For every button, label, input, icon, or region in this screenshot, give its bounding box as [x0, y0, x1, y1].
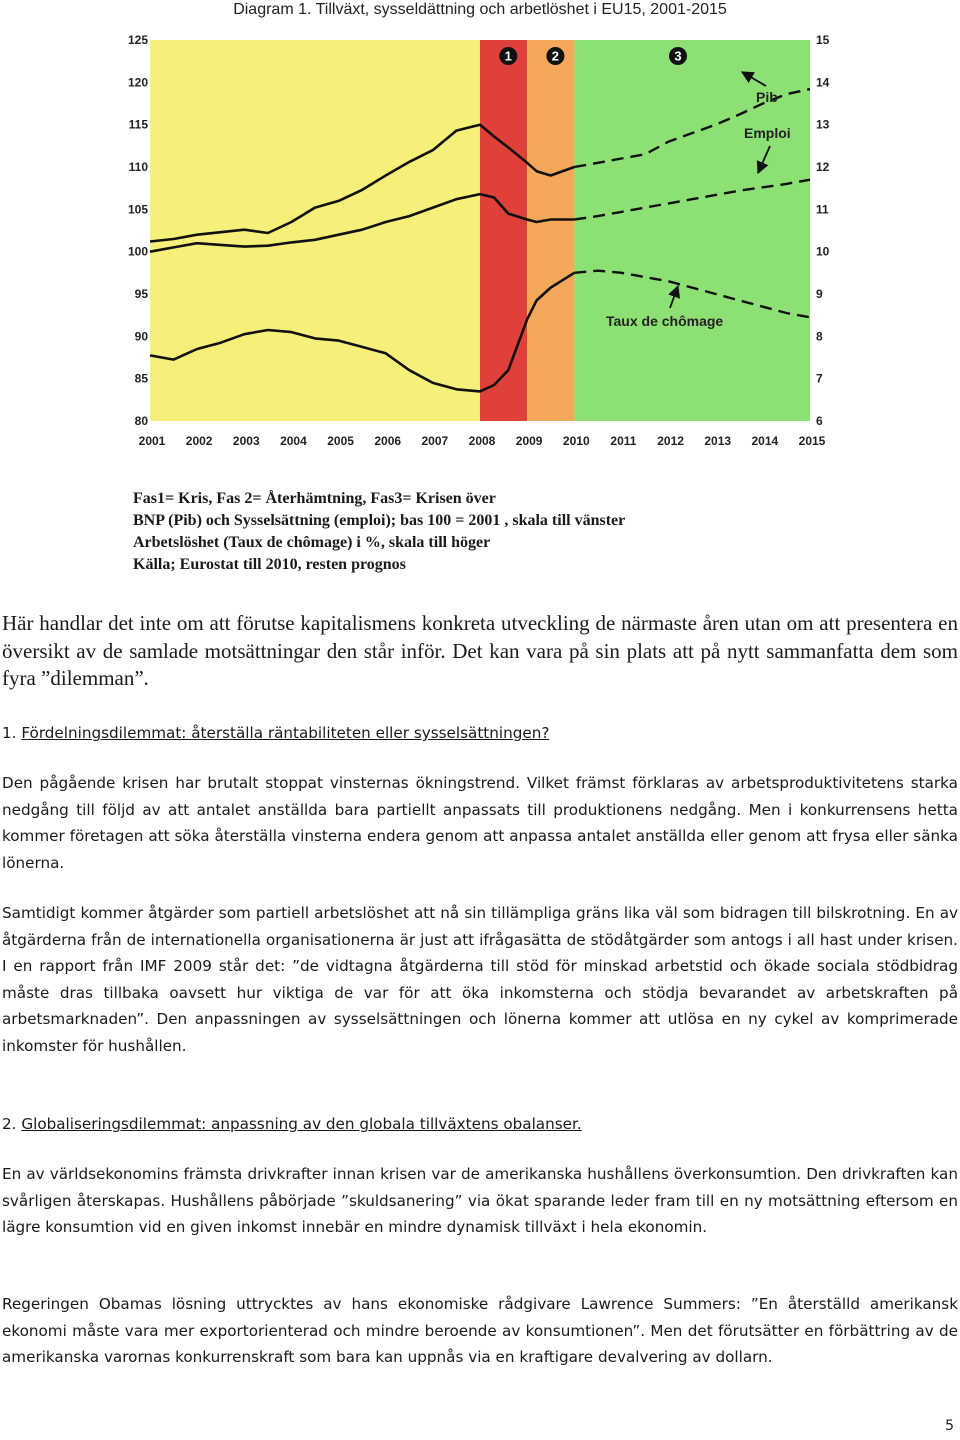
- y-left-tick: 95: [134, 287, 148, 301]
- x-tick: 2003: [232, 434, 260, 448]
- phase-band-1: [480, 40, 527, 421]
- section-1-paragraph-1: Den pågående krisen har brutalt stoppat vinsternas ökningstrend. Vilket främst förklaras av arbetsproduktivitetens starka nedgång till följd av att antalet anställda bara partiellt anpassats till produktionens nedgång. Men i konkurrensens hetta kommer företagen att söka återställa vinsterna endera genom att anpassa antalet anställda eller genom att frysa eller sänka lönerna.: [2, 774, 958, 872]
- phase-badge-2: [546, 47, 564, 65]
- x-tick: 2013: [704, 434, 732, 448]
- chart-note-unemployment: Arbetslöshet (Taux de chômage) i %, skala till höger: [133, 534, 491, 551]
- y-left-tick: 120: [127, 75, 148, 90]
- figure-caption: Diagram 1. Tillväxt, sysseldättning och arbetlöshet i EU15, 2001-2015: [233, 1, 727, 18]
- x-tick: 2012: [657, 434, 684, 448]
- section-2-paragraph-2: Regeringen Obamas lösning uttrycktes av hans ekonomiske rådgivare Lawrence Summers: ”En återställd amerikansk ekonomi måste vara mer exportorienterad och mindre beroende av konsumtionen”. Men det förutsätter en förbättring av de amerikanska varornas konkurrenskraft som bara kan uppnås via en kraftigare devalvering av dollarn.: [2, 1295, 958, 1367]
- y-right-tick: 12: [816, 160, 830, 174]
- x-tick: 2007: [421, 434, 449, 448]
- annotation-chomage-label: Taux de chômage: [606, 313, 724, 329]
- x-tick: 2005: [327, 434, 354, 448]
- chart-note-source: Källa; Eurostat till 2010, resten prognos: [133, 556, 406, 573]
- section-1-number: 1.: [2, 724, 17, 742]
- phase-badge-3: [669, 47, 687, 65]
- x-tick: 2010: [562, 434, 590, 448]
- x-tick: 2014: [751, 434, 779, 448]
- section-1-heading: [2, 722, 958, 744]
- y-right-tick: 6: [816, 414, 823, 428]
- phase-badge-label: 1: [504, 48, 512, 64]
- x-tick: 2002: [185, 434, 213, 448]
- x-tick: 2004: [280, 434, 307, 448]
- chart-note-bnp: BNP (Pib) och Sysselsättning (emploi); bas 100 = 2001 , skala till vänster: [133, 512, 626, 529]
- section-1-paragraph-2: Samtidigt kommer åtgärder som partiell arbetslöshet att nå sin tillämpliga gräns lika väl som bidragen till bilskrotning. En av åtgärderna från de internationella organisationerna är just att ifrågasätta de stödåtgärder som antogs i all hast under krisen. I en rapport från IMF 2009 står det: ”de vidtagna åtgärderna till stöd för minskad arbetstid och ökade sociala stödbidrag måste dras tillbaka oavsett hur viktiga de var för att öka inkomsterna och stödja bevarandet av arbetskraften på arbetsmarknaden”. Den anpassningen av sysselsättningen och lönerna kommer att utlösa en ny cykel av komprimerade inkomster för hushållen.: [2, 904, 958, 1055]
- phase-badge-label: 3: [674, 48, 682, 64]
- y-right-tick: 13: [816, 117, 830, 132]
- x-tick: 2008: [468, 434, 496, 448]
- page-number: 5: [945, 1418, 954, 1434]
- y-left-tick: 100: [127, 244, 148, 259]
- y-right-tick: 7: [816, 371, 823, 386]
- x-tick: 2006: [374, 434, 402, 448]
- y-right-tick: 11: [816, 202, 829, 217]
- y-left-tick: 125: [127, 33, 148, 47]
- x-tick: 2009: [515, 434, 543, 448]
- annotation-pib-label: Pib: [756, 89, 778, 105]
- y-left-tick: 85: [134, 371, 148, 386]
- y-left-tick: 110: [128, 160, 148, 174]
- x-tick: 2015: [798, 434, 826, 448]
- y-left-tick: 105: [127, 202, 148, 217]
- phase-band-2: [527, 40, 574, 421]
- chart-svg: [127, 28, 845, 488]
- y-right-tick: 10: [816, 244, 830, 259]
- y-right-tick: 15: [816, 33, 830, 47]
- section-2-title: Globaliseringsdilemmat: anpassning av den globala tillväxtens obalanser.: [21, 1115, 582, 1133]
- y-left-tick: 80: [134, 414, 148, 428]
- annotation-emploi-label: Emploi: [744, 125, 791, 141]
- section-2-paragraph-1: En av världsekonomins främsta drivkrafter innan krisen var de amerikanska hushållens överkonsumtion. Den drivkraften kan svårligen återskapas. Hushållens påbörjade ”skuldsanering” via ökat sparande leder fram till en ny motsättning eftersom en lägre konsumtion vid en given inkomst innebär en mindre dynamisk tillväxt i hela ekonomin.: [2, 1165, 958, 1237]
- phase-badge-1: [499, 47, 517, 65]
- phase-badge-label: 2: [551, 48, 560, 64]
- intro-paragraph: Här handlar det inte om att förutse kapitalismens konkreta utveckling de närmaste åren utan om att presentera en översikt av de samlade motsättningar den står inför. Det kan vara på sin plats att på nytt sammanfatta dem som fyra ”dilemman”.: [2, 611, 958, 690]
- x-tick: 2011: [610, 434, 637, 448]
- y-right-tick: 9: [816, 287, 823, 301]
- y-right-tick: 8: [816, 329, 823, 344]
- chart-notes: [133, 488, 753, 576]
- y-right-tick: 14: [816, 75, 830, 90]
- x-tick: 2001: [138, 434, 166, 448]
- section-1-title: Fördelningsdilemmat: återställa räntabiliteten eller sysselsättningen?: [21, 724, 550, 742]
- chart-note-phases: Fas1= Kris, Fas 2= Återhämtning, Fas3= Krisen över: [133, 490, 496, 507]
- section-2-heading: [2, 1113, 958, 1135]
- section-2-number: 2.: [2, 1115, 17, 1133]
- y-left-tick: 90: [134, 329, 148, 344]
- y-left-tick: 115: [128, 117, 148, 132]
